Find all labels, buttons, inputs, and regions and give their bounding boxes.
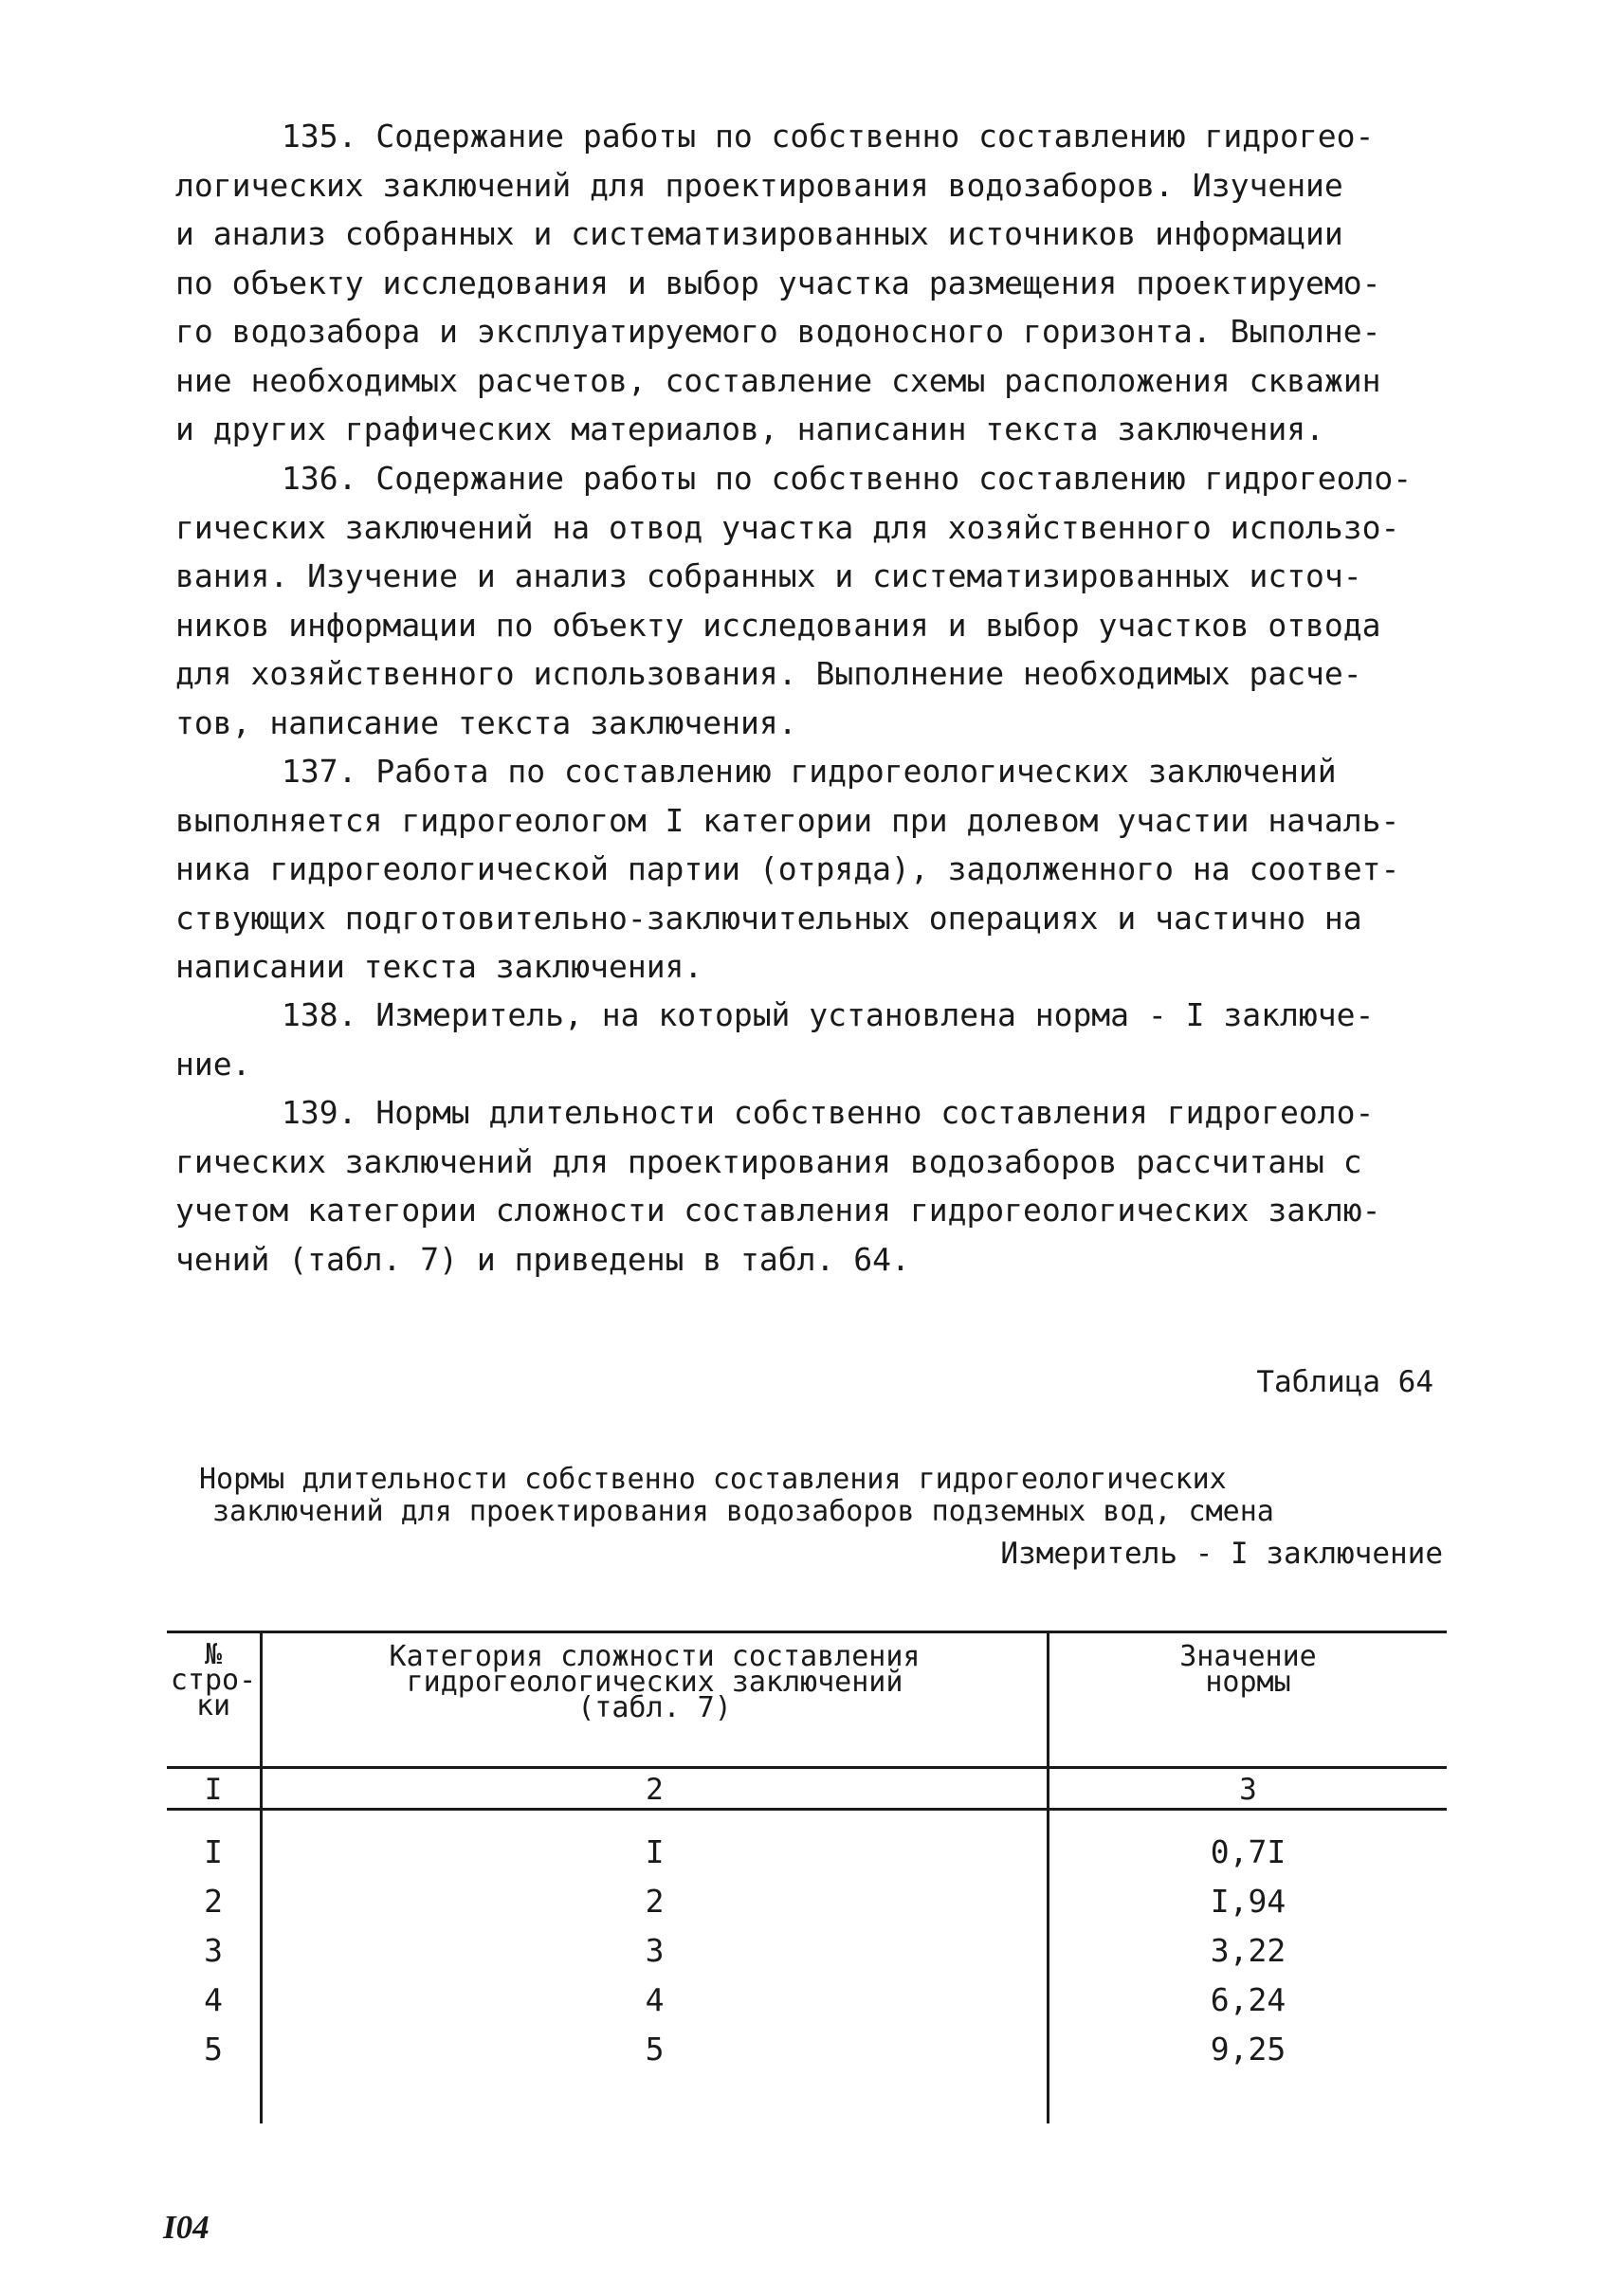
text-line: гических заключений для проектирования водозаборов рассчитаны с	[175, 1142, 1362, 1180]
table-row	[167, 1828, 1447, 1877]
cell-row-number: 4	[204, 1981, 223, 2018]
table-unit-label: Измеритель - I заключение	[1000, 1537, 1443, 1571]
header-line: Категория сложности составления	[389, 1640, 921, 1673]
page-number: I04	[163, 2209, 210, 2246]
paragraph-135	[175, 112, 1484, 454]
cell-category: I	[645, 1833, 665, 1870]
header-line: стро-	[170, 1664, 257, 1697]
header-line: ки	[195, 1689, 231, 1722]
text-line: 137. Работа по составлению гидрогеологических заключений	[282, 753, 1337, 790]
paragraph-138	[175, 991, 1484, 1088]
text-line: учетом категории сложности составления гидрогеологических заклю-	[175, 1192, 1381, 1229]
text-line: тов, написание текста заключения.	[175, 703, 797, 741]
column-number: I	[204, 1773, 223, 1807]
cell-norm-value: I,94	[1210, 1883, 1286, 1920]
text-line: ние.	[175, 1045, 251, 1083]
text-line: гических заключений на отвод участка для хозяйственного использо-	[175, 508, 1400, 546]
table-header-rule	[167, 1766, 1447, 1769]
cell-norm-value: 6,24	[1210, 1981, 1286, 2018]
table-row	[167, 1877, 1447, 1926]
header-line: нормы	[1205, 1666, 1291, 1699]
header-row-number	[167, 1638, 260, 1722]
table-row	[167, 1976, 1447, 2025]
text-line: по объекту исследования и выбор участка размещения проектируемо-	[175, 264, 1381, 301]
text-line: чений (табл. 7) и приведены в табл. 64.	[175, 1240, 910, 1278]
cell-category: 2	[645, 1883, 665, 1920]
header-norm-value	[1049, 1640, 1447, 1699]
text-line: ника гидрогеологической партии (отряда), задолженного на соответ-	[175, 850, 1400, 887]
header-complexity-category	[263, 1640, 1047, 1724]
cell-row-number: I	[204, 1833, 223, 1870]
cell-norm-value: 9,25	[1210, 2031, 1286, 2068]
cell-norm-value: 0,7I	[1210, 1833, 1286, 1870]
paragraph-139	[175, 1088, 1484, 1284]
text-line: написании текста заключения.	[175, 948, 703, 985]
cell-category: 3	[645, 1932, 665, 1969]
table-caption-line: заключений для проектирования водозаборов подземных вод, смена	[212, 1495, 1274, 1528]
text-line: ников информации по объекту исследования и выбор участков отвода	[175, 606, 1381, 644]
header-line: (табл. 7)	[577, 1691, 732, 1724]
table-colnum-rule	[167, 1808, 1447, 1811]
cell-row-number: 2	[204, 1883, 223, 1920]
paragraph-137	[175, 747, 1484, 992]
text-line: вания. Изучение и анализ собранных и систематизированных источ-	[175, 557, 1362, 594]
cell-norm-value: 3,22	[1210, 1932, 1286, 1969]
text-line: 138. Измеритель, на который установлена норма - I заключе-	[282, 996, 1375, 1033]
table-row	[167, 1926, 1447, 1976]
text-line: 135. Содержание работы по собственно составлению гидрогео-	[282, 118, 1375, 155]
cell-row-number: 3	[204, 1932, 223, 1969]
text-line: го водозабора и эксплуатируемого водоносного горизонта. Выполне-	[175, 313, 1381, 350]
text-line: и анализ собранных и систематизированных источников информации	[175, 215, 1343, 252]
text-line: ствующих подготовительно-заключительных операциях и частично на	[175, 899, 1362, 937]
text-line: выполняется гидрогеологом I категории при долевом участии началь-	[175, 801, 1400, 839]
text-line: ние необходимых расчетов, составление схемы расположения скважин	[175, 361, 1381, 399]
text-line: 136. Содержание работы по собственно составлению гидрогеоло-	[282, 460, 1413, 497]
table-top-rule	[167, 1631, 1447, 1633]
header-line: №	[204, 1638, 223, 1671]
cell-category: 5	[645, 2031, 665, 2068]
column-number: 3	[1239, 1773, 1257, 1807]
column-number: 2	[646, 1773, 664, 1807]
header-line: гидрогеологических заключений	[406, 1666, 903, 1699]
table-row	[167, 2025, 1447, 2074]
table-number-label: Таблица 64	[1256, 1365, 1433, 1399]
table-caption-line: Нормы длительности собственно составления гидрогеологических	[199, 1463, 1227, 1496]
header-line: Значение	[1179, 1640, 1317, 1673]
table-caption	[199, 1464, 1469, 1528]
cell-row-number: 5	[204, 2031, 223, 2068]
text-line: 139. Нормы длительности собственно составления гидрогеоло-	[282, 1094, 1375, 1131]
cell-category: 4	[645, 1981, 665, 2018]
text-line: и других графических материалов, написанин текста заключения.	[175, 410, 1324, 447]
paragraph-136	[175, 454, 1484, 747]
norms-table	[167, 1631, 1447, 2123]
text-line: логических заключений для проектирования водозаборов. Изучение	[175, 166, 1343, 204]
text-line: для хозяйственного использования. Выполнение необходимых расче-	[175, 655, 1362, 692]
